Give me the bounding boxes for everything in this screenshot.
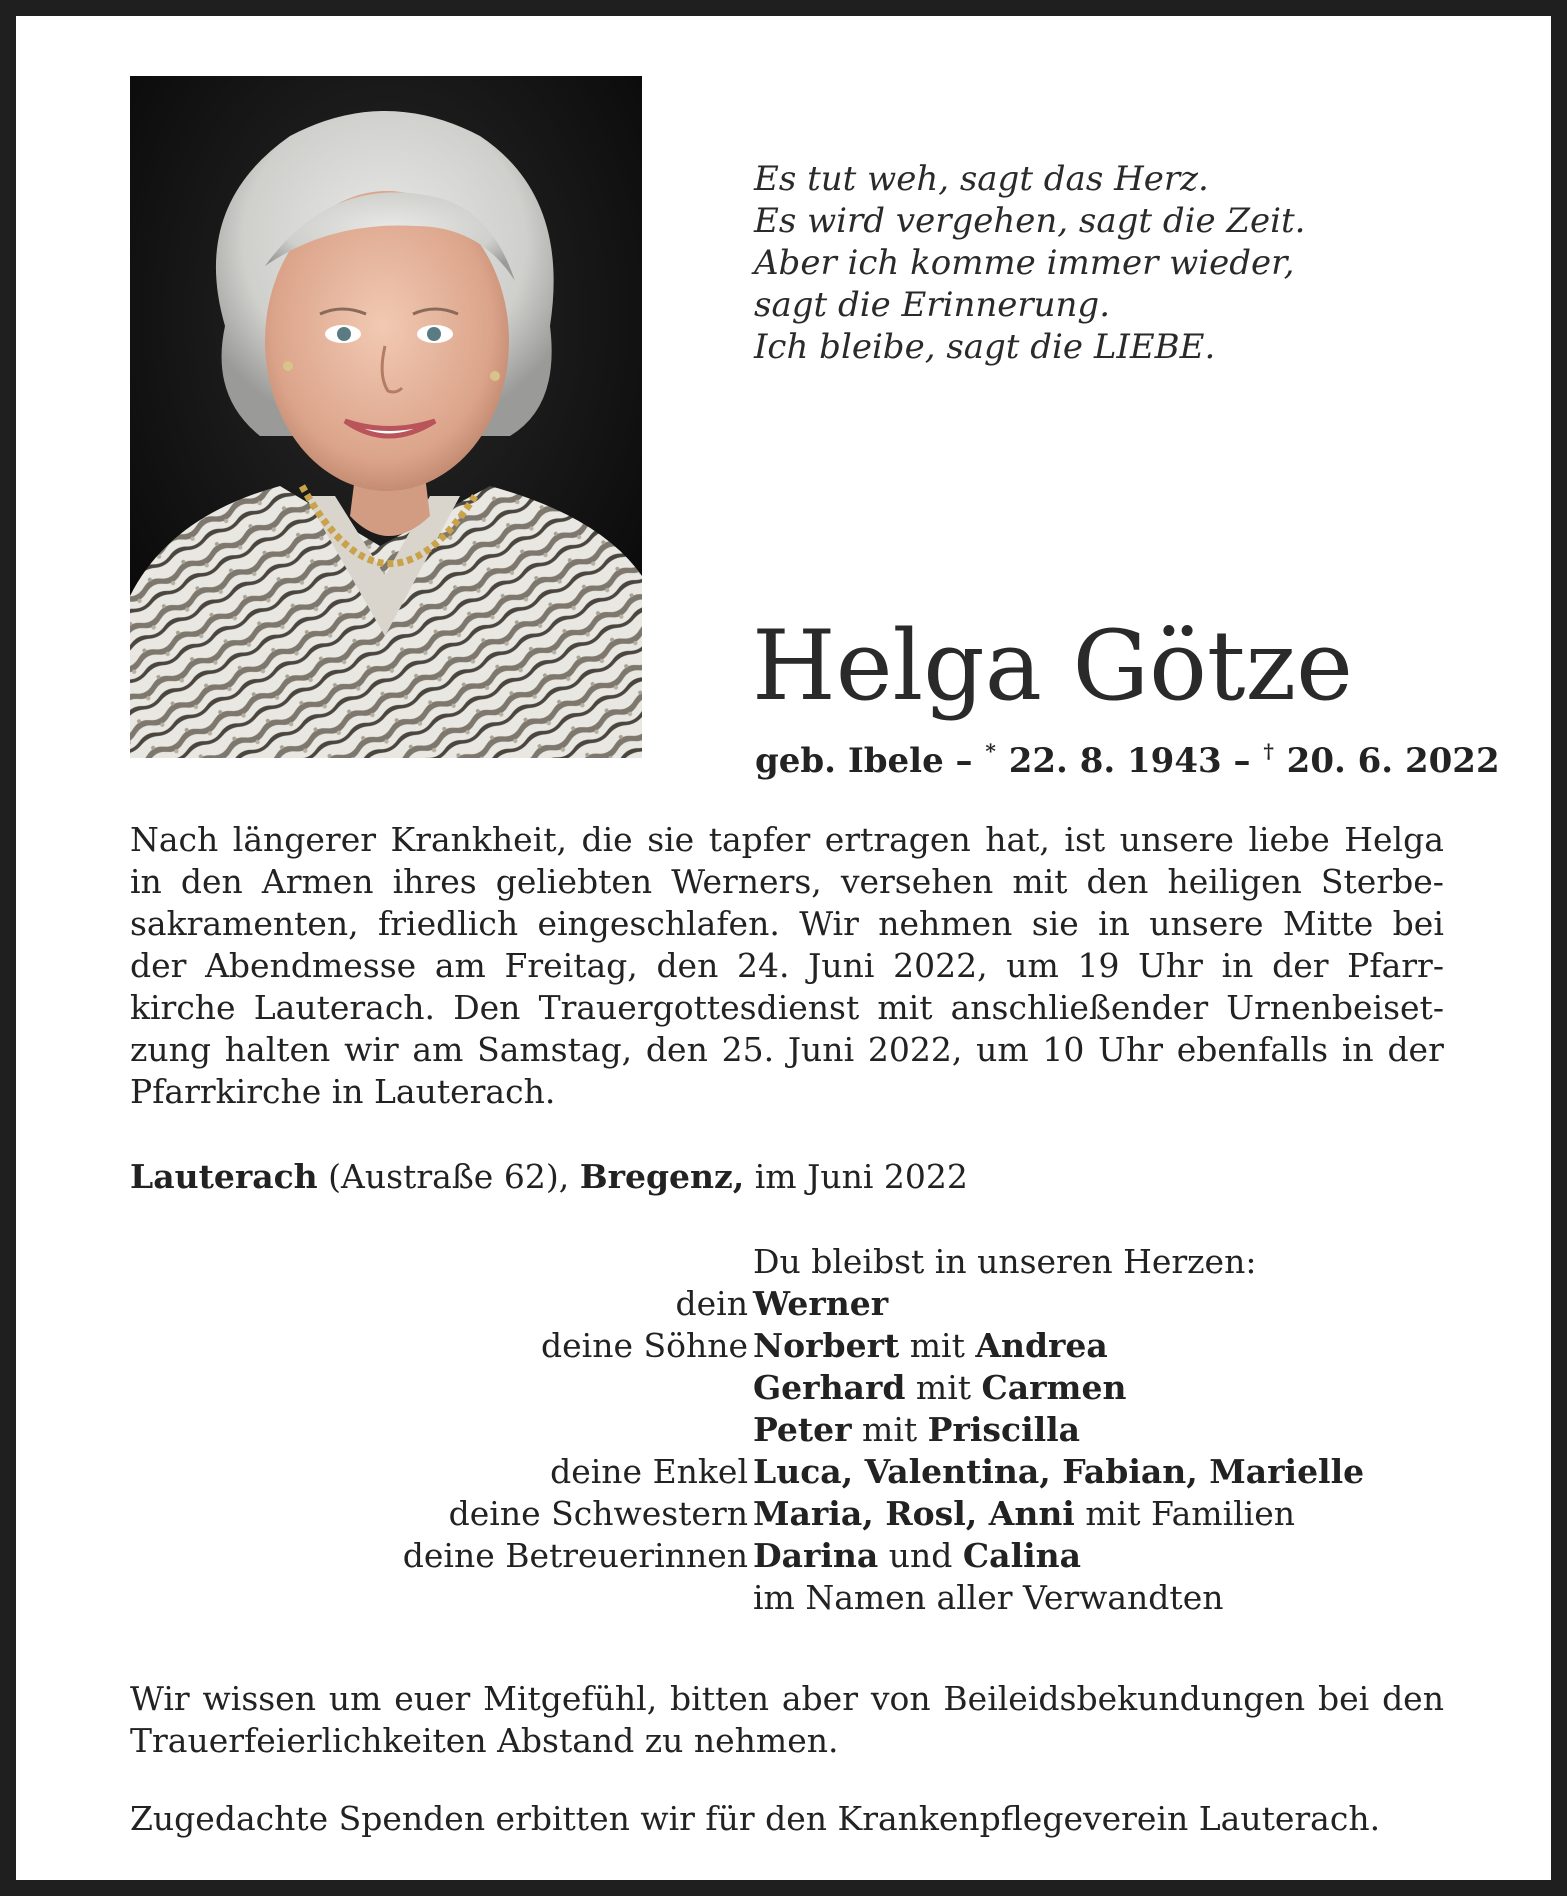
word: mit — [1012, 862, 1068, 901]
location-line — [130, 1156, 1444, 1198]
mourner-name: Gerhard — [753, 1368, 906, 1407]
word: wir — [344, 1030, 399, 1069]
announcement-line — [130, 1071, 1444, 1113]
mourner-name: Carmen — [981, 1368, 1127, 1407]
word: zung — [130, 1030, 212, 1069]
word: halten — [224, 1030, 331, 1069]
mourner-name: Darina — [753, 1536, 879, 1575]
death-date: 20. 6. 2022 — [1286, 741, 1500, 781]
word: den — [645, 1030, 708, 1069]
word: 2022, — [867, 1030, 963, 1069]
mourner-row — [130, 1283, 1470, 1325]
mourner-connector: mit Familien — [1074, 1494, 1296, 1533]
mourner-relation: deine Schwestern — [448, 1494, 748, 1533]
mourner-name: Werner — [753, 1284, 889, 1323]
portrait-icon — [130, 76, 642, 758]
word: friedlich — [378, 904, 519, 943]
mourner-row — [130, 1535, 1470, 1577]
word: kirche — [130, 988, 236, 1027]
announcement-text — [130, 819, 1444, 1113]
memorial-poem — [754, 158, 1374, 368]
word: aber — [781, 1679, 858, 1718]
location-town-lauterach: Lauterach — [130, 1157, 318, 1196]
mourner-row — [130, 1325, 1470, 1367]
word: den — [1382, 1679, 1444, 1718]
word: sie — [647, 820, 695, 859]
word: bei — [1392, 904, 1444, 943]
portrait-photo — [130, 76, 642, 758]
word: Uhr — [1098, 1030, 1163, 1069]
word: Urnenbeiset- — [1226, 988, 1444, 1027]
word: ertragen — [824, 820, 971, 859]
word: bitten — [670, 1679, 770, 1718]
word: in — [1098, 904, 1130, 943]
deceased-name: Helga Götze — [752, 610, 1353, 722]
closing-text — [130, 1678, 1444, 1762]
word: wissen — [202, 1679, 316, 1718]
word: der — [1387, 1030, 1444, 1069]
word: Pfarr- — [1347, 946, 1444, 985]
death-cross-icon: † — [1263, 739, 1274, 763]
word: 2022, — [893, 946, 988, 985]
mourner-connector: mit — [899, 1326, 976, 1365]
mourner-name: Peter — [753, 1410, 852, 1449]
word: um — [1006, 946, 1059, 985]
word: der — [1272, 946, 1329, 985]
mourners-intro: Du bleibst in unseren Herzen: — [753, 1242, 1257, 1281]
mourner-name: Luca, Valentina, Fabian, Marielle — [753, 1452, 1365, 1491]
word: Mitgefühl, — [483, 1679, 658, 1718]
word: 24. — [737, 946, 790, 985]
word: am — [434, 946, 486, 985]
mourner-row — [130, 1367, 1470, 1409]
word: den — [656, 946, 719, 985]
mourner-connector: im Namen aller Verwandten — [753, 1578, 1224, 1617]
mourner-row — [130, 1409, 1470, 1451]
word: eingeschlafen. — [537, 904, 780, 943]
poem-line: sagt die Erinnerung. — [754, 285, 1111, 325]
word: Wir — [799, 904, 859, 943]
announcement-line — [130, 1029, 1444, 1071]
word: heiligen — [1167, 862, 1302, 901]
closing-line-text: Trauerfeierlichkeiten Abstand zu nehmen. — [130, 1721, 839, 1760]
word: Uhr — [1138, 946, 1203, 985]
mourner-name: Priscilla — [927, 1410, 1081, 1449]
mourner-relation: deine Enkel — [550, 1452, 748, 1491]
location-date: im Juni 2022 — [744, 1157, 968, 1196]
announcement-line — [130, 945, 1444, 987]
word: nehmen — [878, 904, 1013, 943]
word: Samstag, — [477, 1030, 633, 1069]
location-address: (Austraße 62), — [317, 1157, 580, 1196]
word: Mitte — [1282, 904, 1374, 943]
word: tapfer — [708, 820, 811, 859]
mourner-connector: mit — [851, 1410, 928, 1449]
mourner-name: Maria, Rosl, Anni — [753, 1494, 1075, 1533]
word: die — [581, 820, 633, 859]
word: Trauergottesdienst — [538, 988, 860, 1027]
word: Beileidsbekundungen — [943, 1679, 1306, 1718]
word: hat, — [985, 820, 1050, 859]
mourner-row — [130, 1577, 1470, 1619]
donation-text — [130, 1798, 1444, 1840]
word: in — [1341, 1030, 1374, 1069]
word: euer — [394, 1679, 471, 1718]
word: von — [870, 1679, 931, 1718]
mourner-names — [753, 1325, 1108, 1367]
word: Krankheit, — [390, 820, 567, 859]
word: den — [180, 862, 243, 901]
mourner-row — [130, 1451, 1470, 1493]
closing-line — [130, 1720, 1444, 1762]
announcement-line-text: Pfarrkirche in Lauterach. — [130, 1072, 556, 1111]
mourner-row — [130, 1493, 1470, 1535]
donation-line: Zugedachte Spenden erbitten wir für den Krankenpflegeverein Lauterach. — [130, 1799, 1381, 1838]
word: Abendmesse — [205, 946, 417, 985]
word: am — [412, 1030, 464, 1069]
location-town-bregenz: Bregenz, — [579, 1157, 745, 1196]
word: 19 — [1077, 946, 1120, 985]
word: längerer — [232, 820, 377, 859]
poem-line: Ich bleibe, sagt die LIEBE. — [754, 327, 1216, 367]
word: Freitag, — [504, 946, 638, 985]
word: den — [1086, 862, 1149, 901]
announcement-line — [130, 819, 1444, 861]
word: Juni — [808, 946, 875, 985]
mourner-names — [753, 1493, 1295, 1535]
word: 10 — [1042, 1030, 1085, 1069]
mourner-relation: deine Betreuerinnen — [402, 1536, 748, 1575]
word: der — [130, 946, 187, 985]
word: 25. — [721, 1030, 775, 1069]
mourner-name: Calina — [962, 1536, 1082, 1575]
mourner-names — [753, 1409, 1080, 1451]
mourner-names — [753, 1535, 1081, 1577]
word: in — [130, 862, 162, 901]
word: Lauterach. — [253, 988, 436, 1027]
poem-line: Es wird vergehen, sagt die Zeit. — [754, 201, 1306, 241]
mourner-name: Andrea — [975, 1326, 1108, 1365]
word: geliebten — [495, 862, 653, 901]
word: sakramenten, — [130, 904, 359, 943]
word: in — [1221, 946, 1254, 985]
mourner-names — [753, 1367, 1126, 1409]
announcement-line — [130, 861, 1444, 903]
word: unsere — [1119, 820, 1234, 859]
mourner-names — [753, 1283, 888, 1325]
maiden-name: geb. Ibele – — [755, 741, 973, 781]
word: Juni — [787, 1030, 855, 1069]
word: versehen — [840, 862, 994, 901]
word: um — [328, 1679, 382, 1718]
word: Sterbe- — [1320, 862, 1444, 901]
word: bei — [1318, 1679, 1370, 1718]
word: unsere — [1149, 904, 1264, 943]
word: Werners, — [671, 862, 822, 901]
poem-line: Aber ich komme immer wieder, — [754, 243, 1295, 283]
mourner-names — [753, 1451, 1364, 1493]
announcement-line — [130, 987, 1444, 1029]
word: ist — [1064, 820, 1106, 859]
mourner-names — [753, 1577, 1223, 1619]
word: Wir — [130, 1679, 190, 1718]
mourner-name: Norbert — [753, 1326, 900, 1365]
word: um — [976, 1030, 1029, 1069]
life-dates — [755, 731, 1515, 781]
mourner-connector: und — [878, 1536, 963, 1575]
birth-star-icon: * — [985, 739, 996, 763]
word: liebe — [1248, 820, 1330, 859]
word: sie — [1031, 904, 1079, 943]
word: Armen — [261, 862, 374, 901]
mourner-relation: dein — [675, 1284, 748, 1323]
birth-date: 22. 8. 1943 – — [1008, 741, 1251, 781]
word: Nach — [130, 820, 219, 859]
word: Den — [453, 988, 521, 1027]
announcement-line — [130, 903, 1444, 945]
word: Helga — [1344, 820, 1444, 859]
word: anschließender — [950, 988, 1209, 1027]
word: mit — [877, 988, 933, 1027]
mourner-relation: deine Söhne — [541, 1326, 748, 1365]
poem-line: Es tut weh, sagt das Herz. — [754, 159, 1209, 199]
word: ihres — [392, 862, 477, 901]
word: ebenfalls — [1176, 1030, 1329, 1069]
mourner-connector: mit — [905, 1368, 982, 1407]
closing-line — [130, 1678, 1444, 1720]
